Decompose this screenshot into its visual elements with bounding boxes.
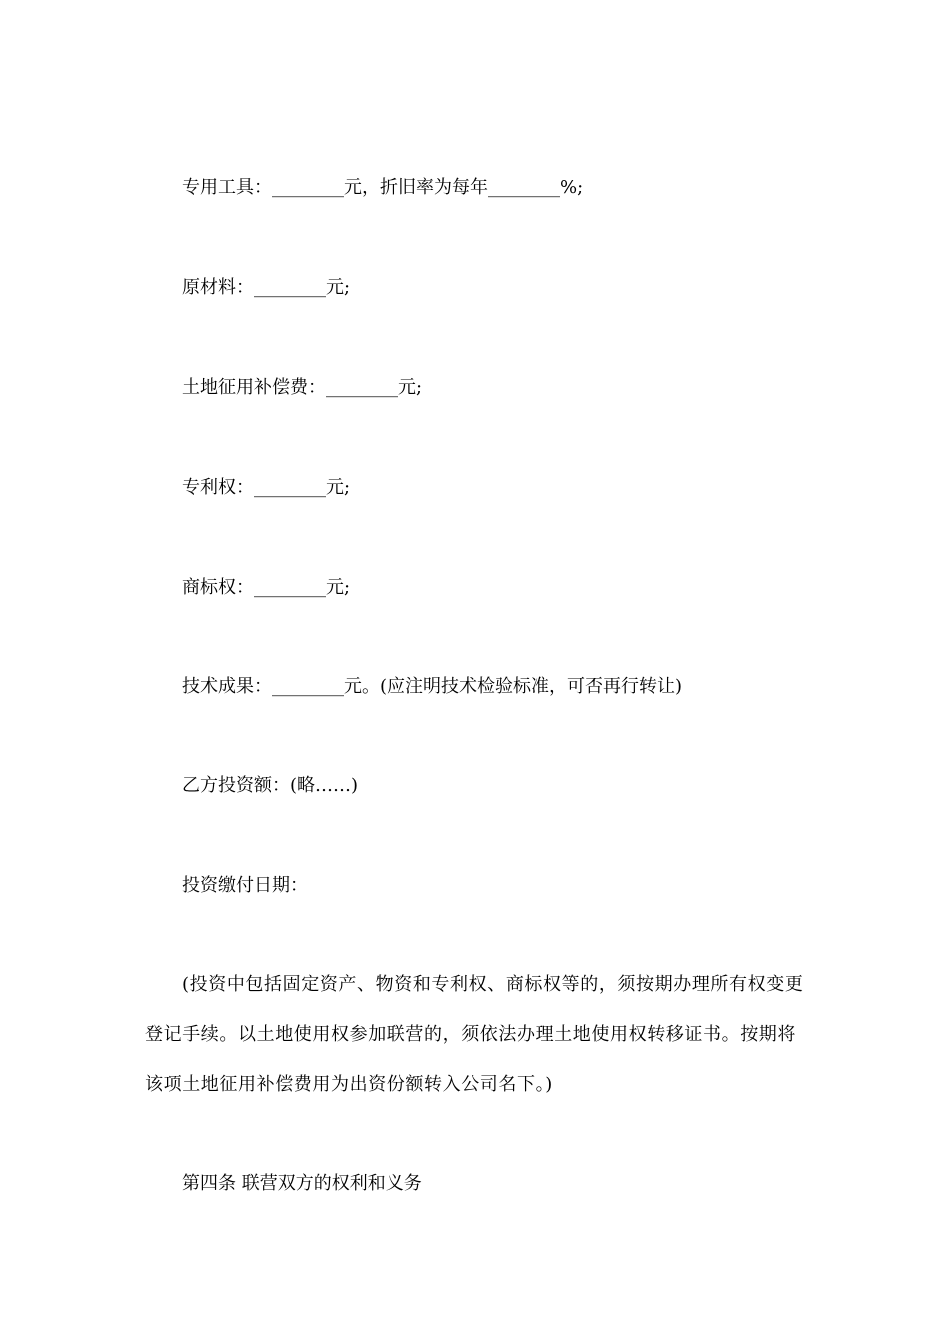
patent-line: 专利权：________元; <box>182 477 351 498</box>
party-b-investment-line: 乙方投资额：(略……) <box>182 775 359 796</box>
trademark-line: 商标权：________元; <box>182 577 351 598</box>
raw-materials-line: 原材料：________元; <box>182 277 351 298</box>
investment-note-paragraph: (投资中包括固定资产、物资和专利权、商标权等的，须按期办理所有权变更登记手续。以土地使用权参加联营的，须依法办理土地使用权转移证书。按期将该项土地征用补偿费用为出资份额转入公司名下。) <box>145 974 804 1095</box>
tech-achievement-line: 技术成果：________元。(应注明技术检验标准，可否再行转让) <box>182 676 683 697</box>
payment-date-line: 投资缴付日期： <box>182 875 308 896</box>
land-compensation-line: 土地征用补偿费：________元; <box>182 377 423 398</box>
article-heading: 第四条 联营双方的权利和义务 <box>182 1173 422 1194</box>
special-tools-line: 专用工具：________元，折旧率为每年________%; <box>182 177 584 198</box>
